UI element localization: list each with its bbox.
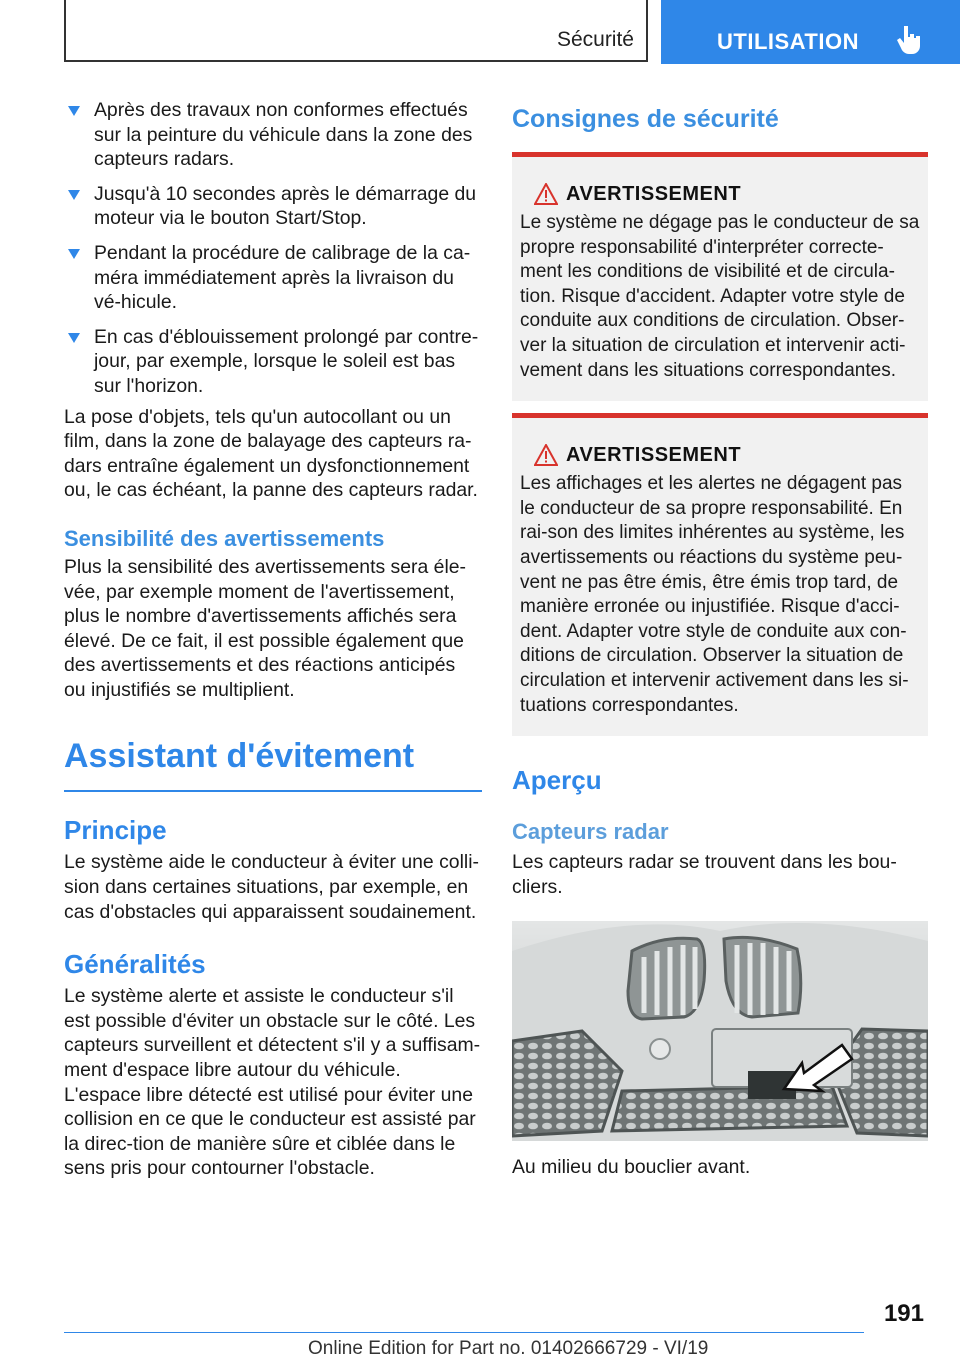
paragraph-objects: La pose d'objets, tels qu'un autocollant ou un film, dans la zone de balayage des capteurs ra-dars entraîne également un dysfonctionnement ou, le cas échéant, la panne des capteurs radar. <box>64 405 478 502</box>
paragraph-capteurs: Les capteurs radar se trouvent dans les bou-cliers. <box>512 851 897 898</box>
heading-sensibilite: Sensibilité des avertissements <box>64 525 385 551</box>
warning-box <box>512 413 928 736</box>
header-section-title: Sécurité <box>556 28 634 51</box>
warning-title: AVERTISSEMENT <box>566 183 742 205</box>
chapter-divider <box>64 790 482 792</box>
triangle-bullet-icon <box>68 333 80 343</box>
heading-principe: Principe <box>64 815 167 846</box>
heading-consignes: Consignes de sécurité <box>512 105 779 133</box>
paragraph-generalites: Le système alerte et assiste le conducteur s'il est possible d'éviter un obstacle sur le côté. Les capteurs surveillent et détectent s'il y a suffisam-ment d'espace libre autour du véhicule. L'espace libre détecté est utilisé pour éviter une collision en ce que le conducteur est assisté par la direc-tion de manière sûre et ciblée dans le sens pris pour contourner l'obstacle. <box>64 985 481 1180</box>
heading-generalites: Généralités <box>64 949 206 980</box>
warning-title: AVERTISSEMENT <box>566 444 742 467</box>
triangle-bullet-icon <box>68 106 80 116</box>
left-column <box>64 98 482 1181</box>
list-item: Après des travaux non conformes effectués sur la peinture du véhicule dans la zone des capteurs radars. <box>64 98 482 172</box>
footer-edition: Online Edition for Part no. 01402666729 - VI/19 <box>308 1338 709 1359</box>
warning-triangle-icon <box>534 444 558 466</box>
image-caption: Au milieu du bouclier avant. <box>512 1156 751 1179</box>
warning-box <box>512 152 928 401</box>
footer-divider <box>64 1332 864 1333</box>
heading-capteurs: Capteurs radar <box>512 819 669 845</box>
warning-text: Les affichages et les alertes ne dégagent pas le conducteur de sa propre responsabilité. En rai-son des limites inhérentes au système, les avertissements ou réactions du système peu-vent ne pas être émis, être émis trop tard, de manière erronée ou injustifiée. Risque d'acci-dent. Adapter votre style de conduite aux con-ditions de circulation. Observer la situation de circulation et intervenir activement dans les si-tuations correspondantes. <box>520 473 909 716</box>
header-section-box <box>64 0 648 62</box>
chapter-title: Assistant d'évitement <box>64 737 415 776</box>
page-number: 191 <box>883 1300 924 1327</box>
list-item: En cas d'éblouissement prolongé par contre-jour, par exemple, lorsque le soleil est bas sur l'horizon. <box>64 325 482 399</box>
heading-apercu: Aperçu <box>512 765 602 796</box>
condition-list <box>64 98 482 399</box>
list-item: Jusqu'à 10 secondes après le démarrage du moteur via le bouton Start/Stop. <box>64 182 482 231</box>
warning-text: Le système ne dégage pas le conducteur de sa propre responsabilité d'interpréter correcte-ment les conditions de visibilité et de circula-tion. Risque d'accident. Adapter votre style de conduite aux conditions de circulation. Obser-ver la situation de circulation et intervenir acti-vement dans les situations correspondantes. <box>520 212 920 381</box>
right-column <box>512 98 928 1180</box>
front-bumper-illustration <box>512 921 928 1141</box>
triangle-bullet-icon <box>68 249 80 259</box>
paragraph-sensibilite: Plus la sensibilité des avertissements sera éle-vée, par exemple moment de l'avertissement, plus le nombre d'avertissements affichés sera élevé. De ce fait, il est possible également que des avertissements et des réactions anticipés ou injustifiés se multiplient. <box>64 555 466 701</box>
header-chapter-tab <box>661 0 960 64</box>
pointing-hand-icon <box>896 24 922 56</box>
triangle-bullet-icon <box>68 190 80 200</box>
warning-triangle-icon <box>534 183 558 205</box>
header-chapter-label: UTILISATION <box>717 29 859 54</box>
paragraph-principe: Le système aide le conducteur à éviter une colli-sion dans certaines situations, par exemple, en cas d'obstacles qui apparaissent soudainement. <box>64 851 479 923</box>
list-item: Pendant la procédure de calibrage de la ca-méra immédiatement après la livraison du vé-hicule. <box>64 241 482 315</box>
